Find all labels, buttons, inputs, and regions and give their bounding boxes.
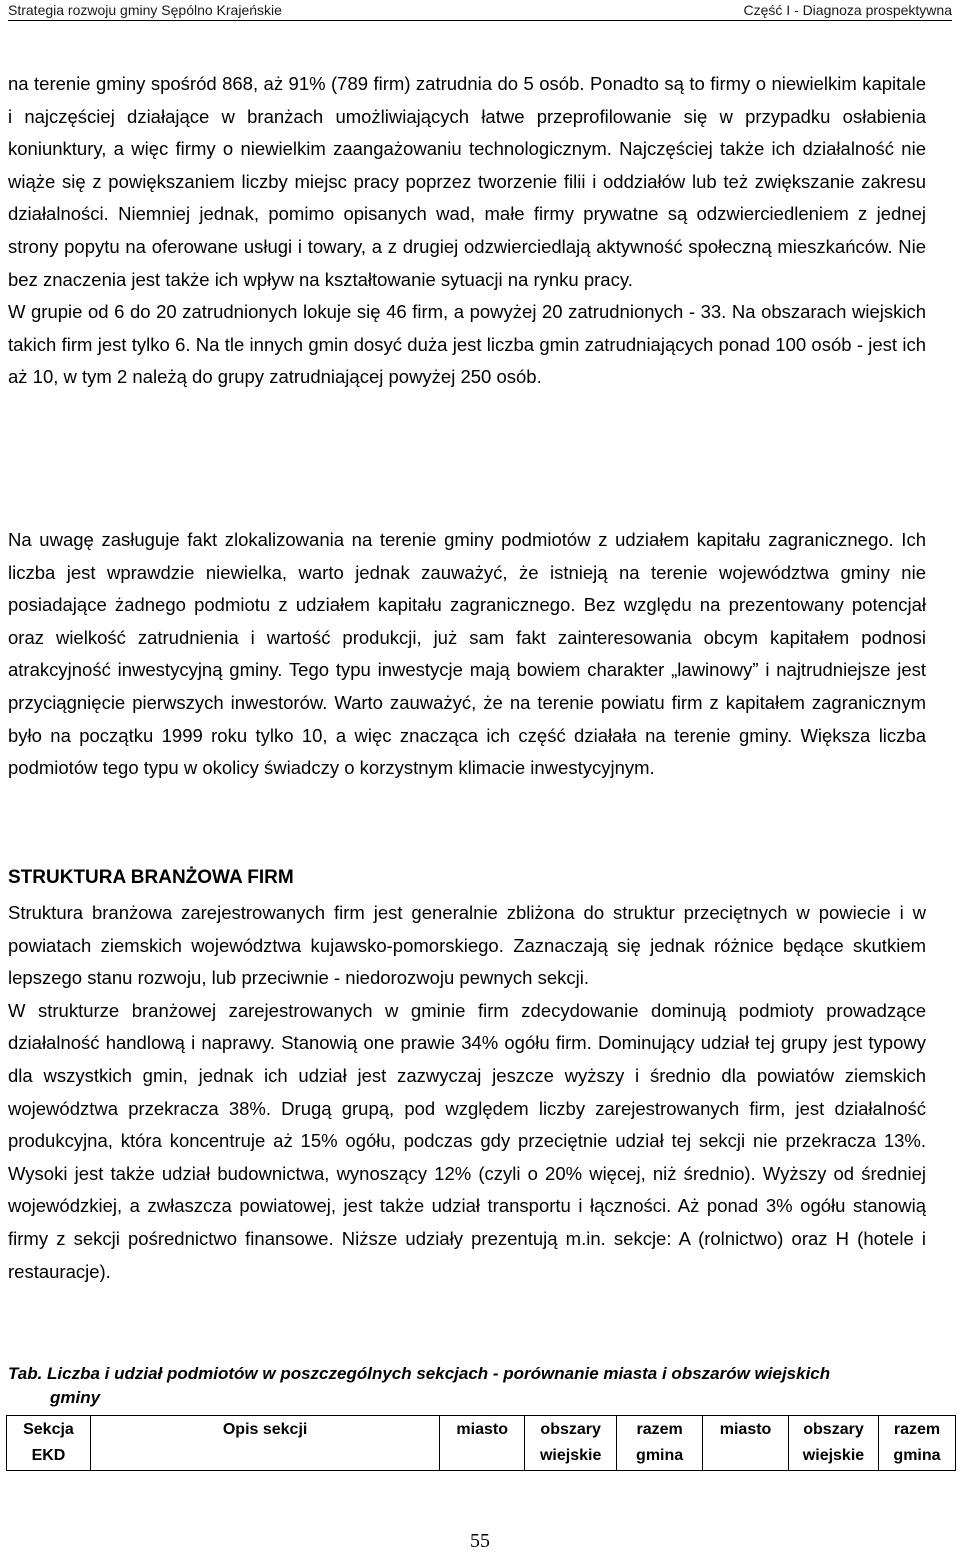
header-cell-rural-share: obszary wiejskie	[789, 1416, 879, 1471]
section-heading: STRUKTURA BRANŻOWA FIRM	[8, 867, 294, 888]
running-header	[8, 2, 952, 21]
table-caption-line2: gminy	[50, 1388, 101, 1407]
sections-table	[6, 1415, 956, 1471]
table-caption	[8, 1362, 908, 1410]
paragraph-small-firms: na terenie gminy spośród 868, aż 91% (789 firm) zatrudnia do 5 osób. Ponadto są to firmy o niewielkim kapitale i najczęściej działające w branżach umożliwiających łatwe przeprofilowanie się w przypadku osłabienia koniunktury, a więc firmy o niewielkim zaangażowaniu technologicznym. Najczęściej także ich działalność nie wiąże się z powiększaniem liczby miejsc pracy poprzez tworzenie filii i oddziałów lub też zwiększanie zakresu działalności. Niemniej jednak, pomimo opisanych wad, małe firmy prywatne są odzwierciedleniem z jednej strony popytu na oferowane usługi i towary, a z drugiej odzwierciedlają aktywność społeczną mieszkańców. Nie bez znaczenia jest także ich wpływ na kształtowanie sytuacji na rynku pracy.	[8, 73, 926, 290]
page-number: 55	[470, 1530, 490, 1552]
table-header-row	[7, 1416, 956, 1471]
paragraph-structure-details: W strukturze branżowej zarejestrowanych w gminie firm zdecydowanie dominują podmioty prowadzące działalność handlową i naprawy. Stanowią one prawie 34% ogółu firm. Dominujący udział tej grupy jest typowy dla wszystkich gmin, jednak ich udział jest zazwyczaj jeszcze wyższy i średnio dla powiatów ziemskich województwa przekracza 38%. Drugą grupą, pod względem liczby zarejestrowanych firm, jest działalność produkcyjna, która koncentruje aż 15% ogółu, podczas gdy przeciętnie udział tej sekcji nie przekracza 13%. Wysoki jest także udział budownictwa, wynoszący 12% (czyli o 20% więcej, niż średnio). Wyższy od średniej wojewódzkiej, a zwłaszcza powiatowej, jest także udział transportu i łączności. Aż ponad 3% ogółu stanowią firmy z sekcji pośrednictwo finansowe. Niższe udziały prezentują m.in. sekcje: A (rolnictwo) oraz H (hotele i restauracje).	[8, 999, 926, 1282]
body-top	[8, 68, 926, 394]
header-document-title: Strategia rozwoju gminy Sępólno Krajeńskie	[8, 2, 282, 18]
header-cell-rural: obszary wiejskie	[525, 1416, 617, 1471]
body-foreign-capital	[8, 524, 926, 785]
header-cell-total: razem gmina	[617, 1416, 703, 1471]
header-part-title: Część I - Diagnoza prospektywna	[743, 2, 952, 18]
paragraph-foreign-capital: Na uwagę zasługuje fakt zlokalizowania na terenie gminy podmiotów z udziałem kapitału zagranicznego. Ich liczba jest wprawdzie niewielka, warto jednak zauważyć, że istnieją na terenie województwa gminy nie posiadające żadnego podmiotu z udziałem kapitału zagranicznego. Bez względu na prezentowany potencjał oraz wielkość zatrudnienia i wartość produkcji, już sam fakt zainteresowania obcym kapitałem podnosi atrakcyjność inwestycyjną gminy. Tego typu inwestycje mają bowiem charakter „lawinowy” i najtrudniejsze jest przyciągnięcie pierwszych inwestorów. Warto zauważyć, że na terenie powiatu firm z kapitałem zagranicznym było na początku 1999 roku tylko 10, a więc znacząca ich część działała na terenie gminy. Większa liczba podmiotów tego typu w okolicy świadczy o korzystnym klimacie inwestycyjnym.	[8, 529, 926, 779]
header-cell-description: Opis sekcji	[90, 1416, 439, 1471]
header-cell-city-share: miasto	[703, 1416, 789, 1471]
paragraph-employment-groups: W grupie od 6 do 20 zatrudnionych lokuje się 46 firm, a powyżej 20 zatrudnionych - 33. Na obszarach wiejskich takich firm jest tylko 6. Na tle innych gmin dosyć duża jest liczba gmin zatrudniających ponad 100 osób - jest ich aż 10, w tym 2 należą do grupy zatrudniającej powyżej 250 osób.	[8, 301, 926, 388]
header-cell-city: miasto	[440, 1416, 525, 1471]
header-cell-section: Sekcja EKD	[7, 1416, 91, 1471]
table-caption-line1: Tab. Liczba i udział podmiotów w poszczególnych sekcjach - porównanie miasta i obszarów wiejskich	[8, 1364, 831, 1383]
body-sector-structure	[8, 897, 926, 1288]
paragraph-structure-intro: Struktura branżowa zarejestrowanych firm jest generalnie zbliżona do struktur przeciętnych w powiecie i w powiatach ziemskich województwa kujawsko-pomorskiego. Zaznaczają się jednak różnice będące skutkiem lepszego stanu rozwoju, lub przeciwnie - niedorozwoju pewnych sekcji.	[8, 902, 926, 989]
header-cell-total-share: razem gmina	[878, 1416, 955, 1471]
